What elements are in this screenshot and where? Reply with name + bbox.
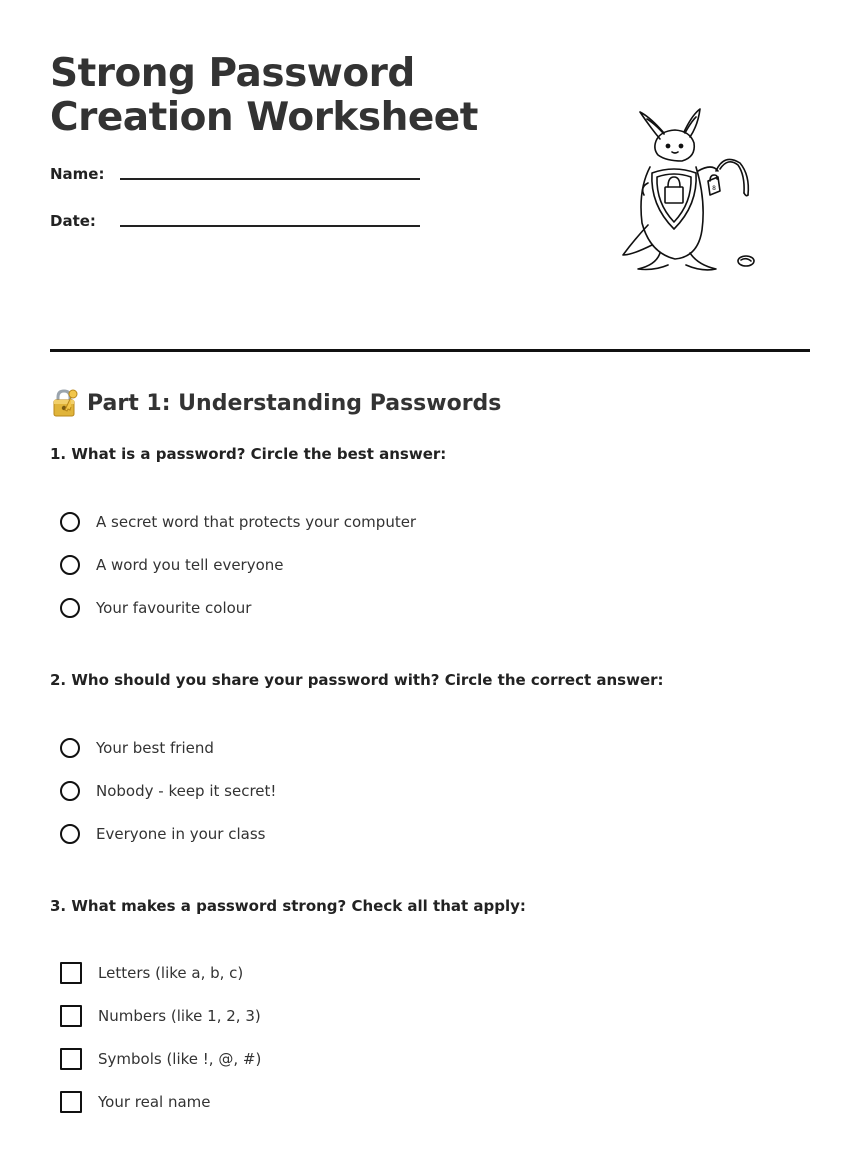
- date-field[interactable]: [50, 212, 420, 236]
- question-2-option-3[interactable]: [60, 821, 265, 847]
- question-1-option-1[interactable]: [60, 509, 416, 535]
- option-label: Everyone in your class: [96, 825, 266, 843]
- question-2: 2. Who should you share your password with? Circle the correct answer:: [50, 671, 664, 689]
- option-label: Symbols (like !, @, #): [98, 1050, 262, 1068]
- option-label: Your favourite colour: [96, 599, 252, 617]
- question-1-option-3[interactable]: [60, 595, 251, 621]
- option-label: Your real name: [98, 1093, 211, 1111]
- title-line-1: Strong Password: [50, 51, 415, 96]
- question-3-option-3[interactable]: [60, 1046, 261, 1072]
- radio-circle[interactable]: [60, 598, 80, 618]
- worksheet-page: [50, 0, 810, 1161]
- section-1-title: [50, 388, 501, 418]
- option-label: Nobody - keep it secret!: [96, 782, 277, 800]
- kangaroo-mascot-illustration: [620, 105, 760, 275]
- radio-circle[interactable]: [60, 824, 80, 844]
- option-label: Letters (like a, b, c): [98, 964, 244, 982]
- radio-circle[interactable]: [60, 512, 80, 532]
- name-field[interactable]: [50, 165, 420, 189]
- name-label: Name:: [50, 165, 105, 183]
- question-2-option-2[interactable]: [60, 778, 276, 804]
- question-3: 3. What makes a password strong? Check all that apply:: [50, 897, 526, 915]
- title-line-2: Creation Worksheet: [50, 95, 478, 140]
- section-1-title-text: Part 1: Understanding Passwords: [87, 390, 502, 416]
- question-2-option-1[interactable]: [60, 735, 214, 761]
- date-input-line[interactable]: [120, 225, 420, 227]
- option-label: A word you tell everyone: [96, 556, 284, 574]
- radio-circle[interactable]: [60, 738, 80, 758]
- option-label: A secret word that protects your computer: [96, 513, 417, 531]
- question-1: 1. What is a password? Circle the best answer:: [50, 445, 447, 463]
- name-input-line[interactable]: [120, 178, 420, 180]
- radio-circle[interactable]: [60, 781, 80, 801]
- checkbox[interactable]: [60, 1048, 82, 1070]
- question-3-option-4[interactable]: [60, 1089, 211, 1115]
- checkbox[interactable]: [60, 1005, 82, 1027]
- checkbox[interactable]: [60, 1091, 82, 1113]
- question-3-option-1[interactable]: [60, 960, 243, 986]
- question-1-option-2[interactable]: [60, 552, 284, 578]
- date-label: Date:: [50, 212, 96, 230]
- radio-circle[interactable]: [60, 555, 80, 575]
- option-label: Numbers (like 1, 2, 3): [98, 1007, 261, 1025]
- locked-with-key-icon: [50, 388, 80, 418]
- worksheet-title: [50, 52, 478, 140]
- option-label: Your best friend: [96, 739, 214, 757]
- svg-text:8: 8: [712, 185, 716, 192]
- header-divider: [50, 349, 810, 352]
- checkbox[interactable]: [60, 962, 82, 984]
- question-3-option-2[interactable]: [60, 1003, 261, 1029]
